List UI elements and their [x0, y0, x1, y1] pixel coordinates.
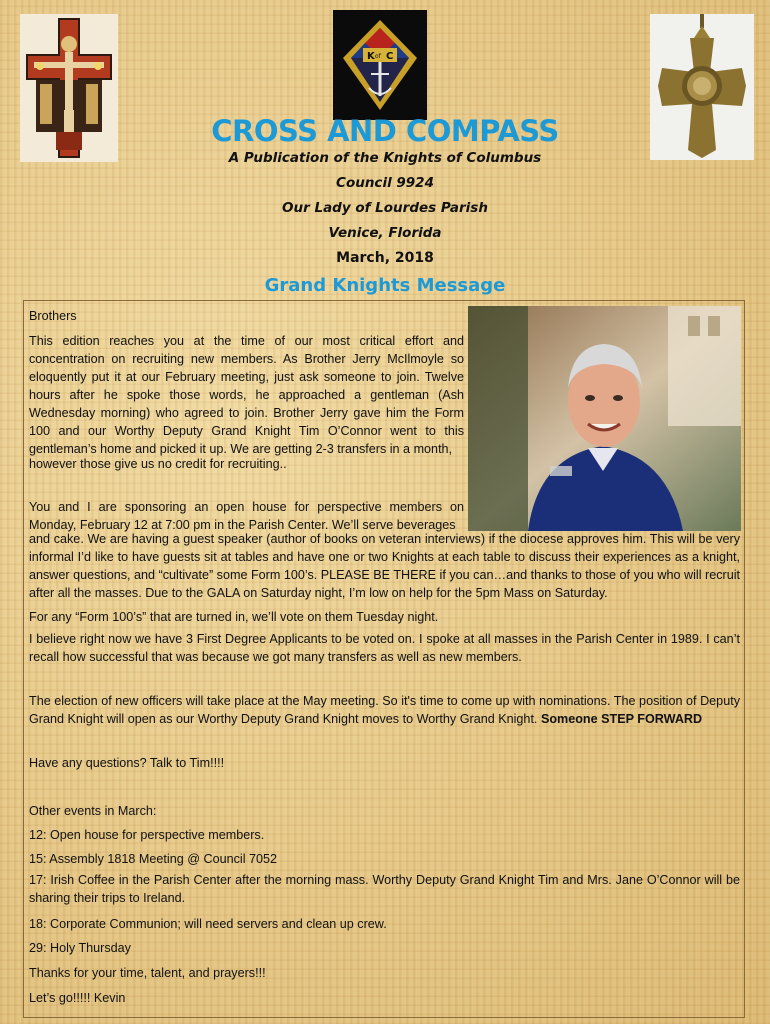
emblem-c-letter: C: [386, 51, 394, 62]
location-line: Venice, Florida: [328, 225, 442, 241]
knights-of-columbus-emblem: [333, 10, 427, 120]
events-heading: Other events in March:: [29, 804, 157, 818]
emblem-k-letter: K: [367, 51, 375, 62]
issue-date: March, 2018: [336, 250, 434, 266]
questions-line: Have any questions? Talk to Tim!!!!: [29, 756, 225, 770]
signoff-line: Let’s go!!!!! Kevin: [29, 991, 126, 1005]
paragraph-open-house-start: You and I are sponsoring an open house for perspective members on Monday, February 12 at 7:00 pm in the Parish Center. We’ll serve beverages: [29, 500, 464, 532]
event-item: 15: Assembly 1818 Meeting @ Council 7052: [29, 852, 278, 866]
paragraph-open-house: and cake. We are having a guest speaker (author of books on veteran interviews) if the diocese approves him. This will be very informal I’d like to have guests sit at tables and have one or two Knights at each table to discuss their experiences as a knight, answer questions, and “cultivate” some Form 100’s. PLEASE BE THERE if you can…and thanks to those of you who will recruit after all the masses. Due to the GALA on Saturday night, I’m low on help for the 5pm Mass on Saturday.: [29, 532, 740, 600]
paragraph-form-100: For any “Form 100’s” that are turned in, we’ll vote on them Tuesday night.: [29, 610, 439, 624]
publication-subtitle: A Publication of the Knights of Columbus: [228, 150, 542, 166]
salutation: Brothers: [29, 309, 77, 323]
parish-line: Our Lady of Lourdes Parish: [282, 200, 488, 216]
paragraph-recruiting-end: however those give us no credit for recruiting..: [29, 457, 287, 471]
council-line: Council 9924: [336, 175, 434, 191]
event-item: 17: Irish Coffee in the Parish Center after the morning mass. Worthy Deputy Grand Knight Tim and Mrs. Jane O’Connor will be sharing their trips to Ireland.: [29, 873, 740, 905]
section-title: Grand Knights Message: [264, 275, 506, 296]
event-item: 29: Holy Thursday: [29, 941, 131, 955]
step-forward-text: Someone STEP FORWARD: [540, 712, 703, 726]
event-item: 12: Open house for perspective members.: [29, 828, 265, 842]
paragraph-recruiting: This edition reaches you at the time of our most critical effort and concentration on recruiting new members. As Brother Jerry McIlmoyle so eloquently put it at our February meeting, just ask someone to join. Twelve hours after he spoke those words, he approached a gentleman (Ash Wednesday morning) who agreed to join. Brother Jerry gave him the Form 100 and our Worthy Deputy Grand Knight Tim O’Connor went to this gentleman’s home and picked it up. We are getting 2-3 transfers in a month,: [29, 334, 464, 456]
paragraph-applicants: I believe right now we have 3 First Degree Applicants to be voted on. I spoke at all masses in the Parish Center in 1989. I can’t recall how successful that was because we got many transfers as well as new members.: [29, 632, 740, 664]
paragraph-election: [29, 692, 740, 728]
grand-knight-photo: [468, 306, 741, 531]
event-item: 18: Corporate Communion; will need servers and clean up crew.: [29, 917, 387, 931]
thanks-line: Thanks for your time, talent, and prayers!!!: [29, 966, 266, 980]
emblem-of-letters: of: [375, 53, 381, 60]
newsletter-title: CROSS AND COMPASS: [211, 114, 559, 148]
election-text: The election of new officers will take place at the May meeting. So it's time to come up with nominations. The position of Deputy Grand Knight will open as our Worthy Deputy Grand Knight moves to Worthy Grand Knight.: [29, 694, 740, 726]
